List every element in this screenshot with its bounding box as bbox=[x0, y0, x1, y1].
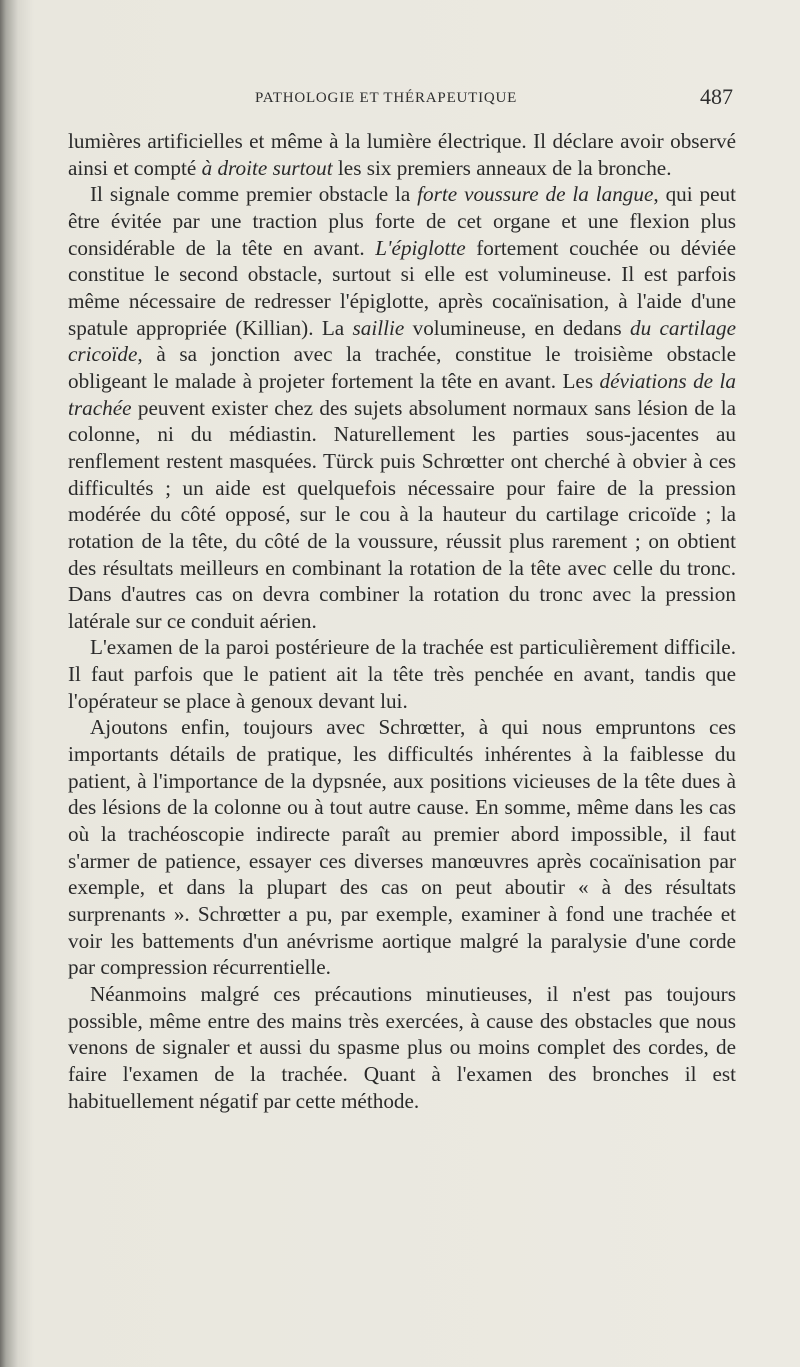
paragraph-2 bbox=[68, 181, 736, 634]
text-run: , à sa jonction avec la trachée, constitue le troisième obstacle obligeant le malade à projeter fortement la tête en avant. Les bbox=[68, 342, 736, 393]
italic-run: forte voussure de la langue bbox=[417, 182, 654, 207]
text-run: fortement couchée ou déviée constitue le second obstacle, surtout si elle est volumineuse. Il est parfois même nécessaire de redresser l'épiglotte, après cocaïnisation, à l'aide d'une spatule appropriée (Killian). La bbox=[68, 235, 736, 340]
italic-run: du cartilage cricoïde bbox=[68, 315, 737, 367]
text-run: L'examen de la paroi postérieure de la trachée est particulièrement difficile. Il faut parfois que le patient ait la tête très penchée en avant, tandis que l'opérateur se place à genoux devant lui. bbox=[68, 635, 736, 713]
text-run: peuvent exister chez des sujets absolument normaux sans lésion de la colonne, ni du médiastin. Naturellement les parties sous-jacentes au renflement restent masquées. Türck puis Schrœtter ont cherché à obvier à ces difficultés ; un aide est quelquefois nécessaire pour faire de la pression modérée du côté opposé, sur le cou à la hauteur du cartilage cricoïde ; la rotation de la tête, du côté de la voussure, réussit plus rarement ; on obtient des résultats meilleurs en combinant la rotation de la tête avec celle du tronc. Dans d'autres cas on devra combiner la rotation du tronc avec la pression latérale sur ce conduit aérien. bbox=[68, 395, 736, 633]
paragraph-3 bbox=[68, 634, 736, 714]
italic-run: déviations de la trachée bbox=[68, 368, 736, 420]
italic-run: L'épiglotte bbox=[375, 235, 466, 260]
text-run: lumières artificielles et même à la lumière électrique. Il déclare avoir observé ainsi et compté bbox=[68, 129, 736, 180]
text-run: Il signale comme premier obstacle la bbox=[90, 182, 418, 207]
paragraph-5 bbox=[68, 981, 736, 1114]
paragraph-1 bbox=[68, 128, 736, 181]
page-number: 487 bbox=[700, 84, 733, 109]
text-run: les six premiers anneaux de la bronche. bbox=[332, 155, 672, 180]
text-run: volumineuse, en dedans bbox=[404, 315, 630, 340]
running-title: PATHOLOGIE ET THÉRAPEUTIQUE bbox=[255, 90, 518, 106]
italic-run: à droite surtout bbox=[201, 155, 333, 180]
text-run: , qui peut être évitée par une traction plus forte de cet organe et une flexion plus considérable de la tête en avant. bbox=[68, 182, 736, 260]
paragraph-4 bbox=[68, 714, 736, 981]
body-text bbox=[68, 128, 736, 1114]
italic-run: saillie bbox=[352, 315, 405, 340]
text-run: Néanmoins malgré ces précautions minutieuses, il n'est pas toujours possible, même entre des mains très exercées, à cause des obstacles que nous venons de signaler et aussi du spasme plus ou moins complet des cordes, de faire l'examen de la trachée. Quant à l'examen des bronches il est habituellement négatif par cette méthode. bbox=[68, 982, 736, 1113]
text-run: Ajoutons enfin, toujours avec Schrœtter, à qui nous empruntons ces importants détails de pratique, les difficultés inhérentes à la faiblesse du patient, à l'importance de la dypsnée, aux positions vicieuses de la tête dues à des lésions de la colonne ou à tout autre cause. En somme, même dans les cas où la trachéoscopie indirecte paraît au premier abord impossible, il faut s'armer de patience, essayer ces diverses manœuvres après cocaïnisation par exemple, et dans la plupart des cas on peut aboutir « à des résultats surprenants ». Schrœtter a pu, par exemple, examiner à fond une trachée et voir les battements d'un anévrisme aortique malgré la paralysie d'une corde par compression récurrentielle. bbox=[68, 715, 736, 980]
